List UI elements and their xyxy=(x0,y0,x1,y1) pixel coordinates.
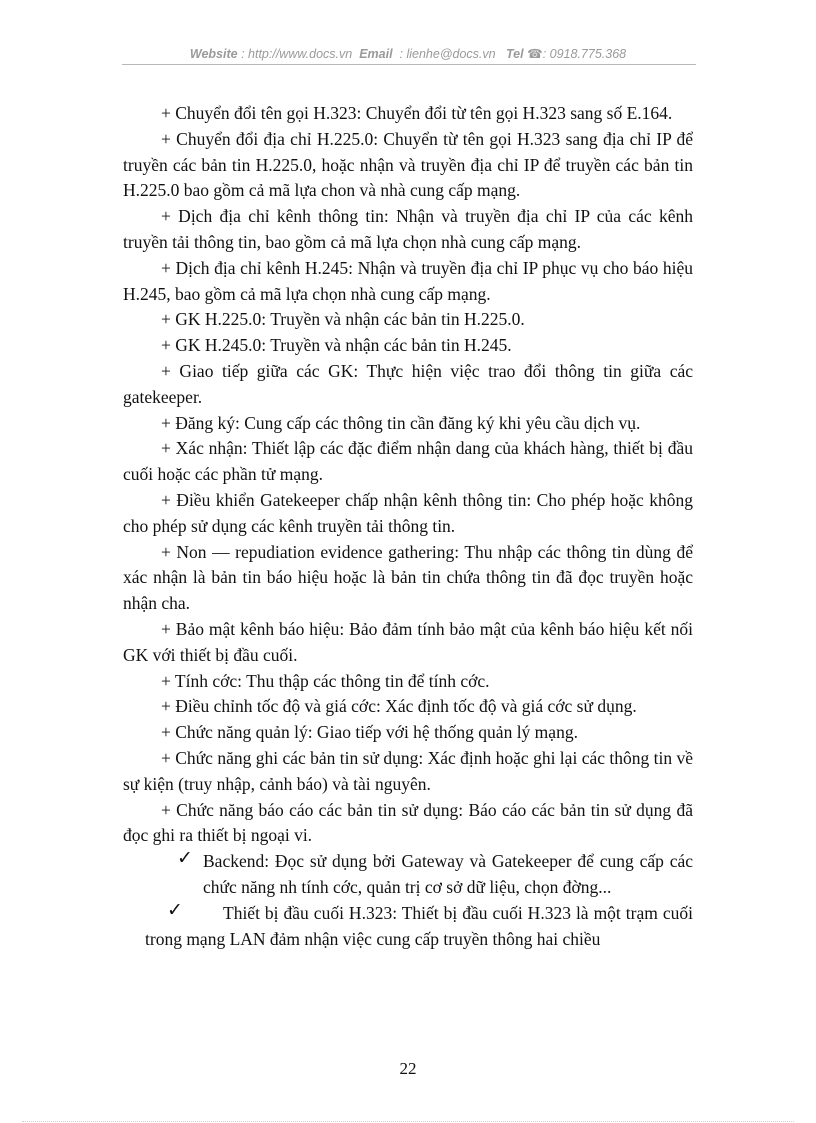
bullet-item xyxy=(123,849,693,901)
paragraph: + GK H.225.0: Truyền và nhận các bản tin H.225.0. xyxy=(161,309,525,330)
page-header xyxy=(120,46,696,61)
bullet-text: Backend: Đọc sử dụng bởi Gateway và Gatekeeper để cung cấp các chức năng nh tính cớc, quản trị cơ sở dữ liệu, chọn đờng... xyxy=(203,851,693,897)
paragraph: + Điều chỉnh tốc độ và giá cớc: Xác định tốc độ và giá cớc sử dụng. xyxy=(161,696,637,717)
paragraph: + Điều khiển Gatekeeper chấp nhận kênh thông tin: Cho phép hoặc không cho phép sử dụng các kênh truyền tải thông tin. xyxy=(123,489,693,536)
paragraph: + Chuyển đổi địa chỉ H.225.0: Chuyển từ tên gọi H.323 sang địa chỉ IP để truyền các bản tin H.225.0, hoặc nhận và truyền địa chỉ IP để truyền các bản tin H.225.0 bao gồm cả mã lựa chon và nhà cung cấp mạng. xyxy=(123,128,693,201)
email-label: Email xyxy=(359,47,393,61)
footer-divider xyxy=(22,1121,794,1122)
website-value: : http://www.docs.vn xyxy=(241,47,353,61)
paragraph: + Dịch địa chỉ kênh thông tin: Nhận và truyền địa chỉ IP của các kênh truyền tải thông tin, bao gồm cả mã lựa chọn nhà cung cấp mạng. xyxy=(123,206,693,252)
header-divider xyxy=(122,64,696,65)
bullet-text: Thiết bị đầu cuối H.323: Thiết bị đầu cuối H.323 là một trạm cuối trong mạng LAN đảm nhận việc cung cấp truyền thông hai chiều xyxy=(145,902,693,949)
paragraph: + Chuyển đổi tên gọi H.323: Chuyển đổi từ tên gọi H.323 sang số E.164. xyxy=(161,103,673,123)
phone-icon: ☎ xyxy=(527,47,543,61)
tel-value: : 0918.775.368 xyxy=(542,47,627,61)
paragraph: + Chức năng báo cáo các bản tin sử dụng: Báo cáo các bản tin sử dụng đã đọc ghi ra thiết bị ngoại vi. xyxy=(123,799,693,846)
tel-label: Tel xyxy=(506,47,524,61)
paragraph: + Chức năng ghi các bản tin sử dụng: Xác định hoặc ghi lại các thông tin về sự kiện (truy nhập, cảnh báo) và tài nguyên. xyxy=(123,747,693,794)
checkmark-icon: ✓ xyxy=(177,847,193,870)
paragraph: + Đăng ký: Cung cấp các thông tin cần đăng ký khi yêu cầu dịch vụ. xyxy=(161,412,641,433)
checkmark-icon: ✓ xyxy=(167,898,183,921)
paragraph: + Bảo mật kênh báo hiệu: Bảo đảm tính bảo mật của kênh báo hiệu kết nối GK với thiết bị đầu cuối. xyxy=(123,618,693,665)
bullet-item xyxy=(123,898,693,953)
email-value: : lienhe@docs.vn xyxy=(399,47,496,61)
page-number: 22 xyxy=(399,1059,417,1078)
paragraph: + Chức năng quản lý: Giao tiếp với hệ thống quản lý mạng. xyxy=(161,722,578,743)
paragraph: + GK H.245.0: Truyền và nhận các bản tin H.245. xyxy=(161,335,512,356)
paragraph: + Dịch địa chỉ kênh H.245: Nhận và truyền địa chỉ IP phục vụ cho báo hiệu H.245, bao gồm cả mã lựa chọn nhà cung cấp mạng. xyxy=(123,257,693,304)
website-label: Website xyxy=(189,47,238,61)
document-body xyxy=(123,101,693,952)
paragraph: + Non — repudiation evidence gathering: Thu nhập các thông tin dùng để xác nhận là bản tin báo hiệu hoặc là bản tin chứa thông tin đã đọc truyền hoặc nhận cha. xyxy=(123,541,693,614)
paragraph: + Xác nhận: Thiết lập các đặc điểm nhận dang của khách hàng, thiết bị đầu cuối hoặc các phần tử mạng. xyxy=(123,438,693,485)
paragraph: + Giao tiếp giữa các GK: Thực hiện việc trao đổi thông tin giữa các gatekeeper. xyxy=(123,360,693,407)
paragraph: + Tính cớc: Thu thập các thông tin để tính cớc. xyxy=(161,670,490,691)
